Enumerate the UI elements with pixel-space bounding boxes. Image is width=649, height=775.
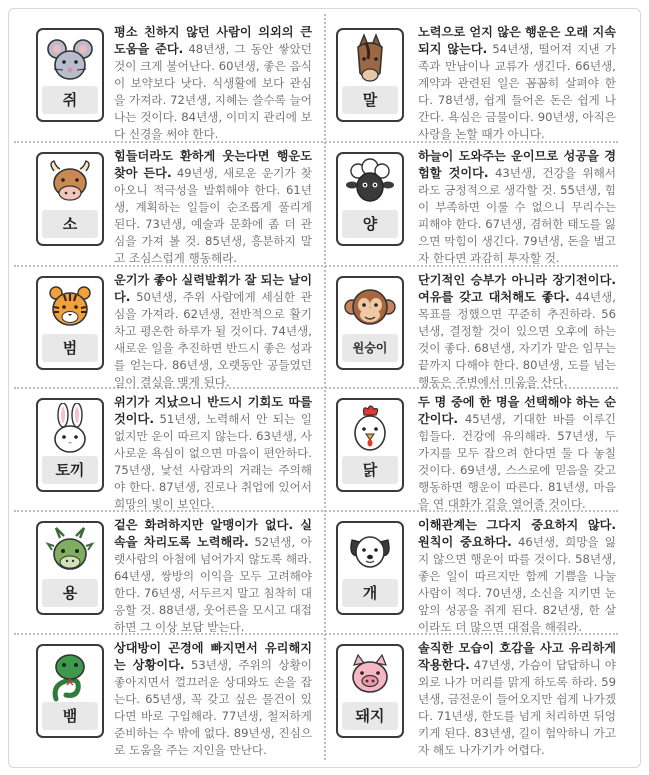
zodiac-badge [36, 398, 104, 492]
zodiac-badge [36, 28, 104, 122]
monkey-icon [344, 281, 396, 335]
rooster-icon [344, 403, 396, 457]
horse-icon [344, 33, 396, 87]
zodiac-entry-ox [36, 148, 314, 266]
fortune-text-block [418, 272, 616, 391]
zodiac-name: 말 [342, 86, 398, 114]
fortune-text-block [418, 394, 616, 513]
zodiac-entry-rat [36, 24, 314, 142]
fortune-text-block [418, 517, 616, 636]
fortune-body: 54년생, 떨어져 지낸 가족과 만남이나 교류가 생긴다. 66년생, 계약과 관련된 일은 꼼꼼히 살펴야 한다. 78년생, 쉽게 들어온 돈은 쉽게 나간다. 욕심은 금물이다. 90년생, 아직은 사랑을 논할 때가 아니다. [418, 42, 616, 141]
fortune-body: 47년생, 가슴이 답답하니 야외로 나가 머리를 맑게 하도록 하라. 59년생, 금전운이 들어오지만 쉽게 나가겠다. 71년생, 한도를 넘게 처리하면 뒤엉키게 된다. 83년생, 길이 험악하니 가고자 해도 나가기가 어렵다. [418, 658, 617, 757]
zodiac-badge [336, 28, 404, 122]
fortune-headline: 힘들더라도 환하게 웃는다면 행운도 찾아 든다. [114, 149, 312, 180]
fortune-text-block [114, 640, 312, 759]
zodiac-entry-monkey [336, 272, 618, 390]
zodiac-badge [336, 644, 404, 738]
zodiac-badge [336, 276, 404, 370]
rat-icon [44, 33, 96, 87]
fortune-headline: 하늘이 도와주는 운이므로 성공을 경험할 것이다. [418, 149, 616, 180]
fortune-headline: 운기가 좋아 실력발휘가 잘 되는 날이다. [114, 273, 312, 304]
fortune-headline: 이해관계는 그다지 중요하지 않다. 원칙이 중요하다. [418, 518, 616, 549]
fortune-headline: 상대방이 곤경에 빠지면서 유리해지는 상황이다. [114, 641, 312, 672]
zodiac-entry-dog [336, 517, 618, 635]
pig-icon [344, 649, 396, 703]
fortune-headline: 솔직한 모습이 호감을 사고 유리하게 작용한다. [418, 641, 616, 672]
fortune-text-block [114, 517, 312, 636]
fortune-text-block [418, 148, 616, 267]
zodiac-name: 소 [42, 210, 98, 238]
fortune-headline: 노력으로 얻지 않은 행운은 오래 지속되지 않는다. [418, 25, 616, 56]
zodiac-name: 토끼 [42, 456, 98, 484]
fortune-body: 44년생, 목표를 정했으면 꾸준히 추진하라. 56년생, 결정할 것이 있으면 오후에 하는 것이 좋다. 68년생, 자기가 맡은 임무는 끝까지 다해야 한다. 80년생, 도를 넘는 행동은 주변에서 미움을 산다. [418, 290, 616, 389]
fortune-text-block [418, 640, 616, 759]
zodiac-entry-rooster [336, 394, 618, 512]
fortune-text-block [418, 24, 616, 143]
zodiac-name: 쥐 [42, 86, 98, 114]
fortune-text-block [114, 272, 312, 391]
zodiac-name: 개 [342, 579, 398, 607]
zodiac-name: 뱀 [42, 702, 98, 730]
fortune-body: 45년생, 기대한 바를 이루긴 힘들다. 건강에 유의해라. 57년생, 두 가지를 모두 잡으려 한다면 둘 다 놓칠 것이다. 69년생, 스스로에 믿음을 갖고 행동하면 행운이 따른다. 81년생, 마음을 연 대화가 길을 열어줄 것이다. [418, 412, 616, 511]
sheep-icon [344, 157, 396, 211]
zodiac-badge [36, 644, 104, 738]
zodiac-badge [336, 521, 404, 615]
zodiac-name: 용 [42, 579, 98, 607]
zodiac-entry-pig [336, 640, 618, 758]
zodiac-name: 돼지 [342, 702, 398, 730]
zodiac-badge [336, 152, 404, 246]
zodiac-entry-tiger [36, 272, 314, 390]
zodiac-entry-dragon [36, 517, 314, 635]
fortune-text-block [114, 394, 312, 513]
fortune-body: 43년생, 건강을 위해서라도 긍정적으로 생각할 것. 55년생, 힘이 부족하면 이룰 수 없으니 무리수는 피해야 한다. 67년생, 겸허한 태도를 잃으면 막힘이 생긴다. 79년생, 돈을 벌고자 한다면 과감히 투자할 것. [418, 166, 616, 265]
zodiac-entry-horse [336, 24, 618, 142]
fortune-text-block [114, 24, 312, 143]
fortune-body: 53년생, 주위의 상황이 좋아지면서 껄끄러운 상대와도 손을 잡는다. 65년생, 꼭 갖고 싶은 물건이 있다면 바로 구입해라. 77년생, 철저하게 준비하는 수 밖에 없다. 89년생, 진심으로 도움을 주는 지인을 만난다. [114, 658, 312, 757]
fortune-body: 46년생, 희망을 잃지 않으면 행운이 따를 것이다. 58년생, 좋은 일이 따르지만 함께 기쁨을 나눌 사람이 적다. 70년생, 소신을 지키면 눈 앞의 성공을 쥐게 된다. 82년생, 한 살이라도 더 많으면 대접을 해줘라. [418, 535, 616, 634]
fortune-body: 52년생, 아랫사람의 아첨에 넘어가지 않도록 해라. 64년생, 쌍방의 이익을 모두 고려해야 한다. 76년생, 서두르지 말고 침착히 대응할 것. 88년생, 웃어른을 모시고 대접하면 그 이상 보답 받는다. [114, 535, 312, 634]
zodiac-badge [36, 521, 104, 615]
zodiac-entry-sheep [336, 148, 618, 266]
rabbit-icon [44, 403, 96, 457]
fortune-body: 49년생, 새로운 운기가 찾아오니 적극성을 발휘해야 한다. 61년생, 계획하는 일들이 순조롭게 풀리게 된다. 73년생, 예술과 문화에 좀 더 관심을 가져 볼 것. 85년생, 흥분하지 말고 조심스럽게 행동해라. [114, 166, 312, 265]
zodiac-entry-snake [36, 640, 314, 758]
zodiac-entry-rabbit [36, 394, 314, 512]
zodiac-name: 원숭이 [342, 334, 398, 362]
fortune-headline: 두 명 중에 한 명을 선택해야 하는 순간이다. [418, 395, 616, 426]
fortune-text-block [114, 148, 312, 267]
dragon-icon [44, 526, 96, 580]
ox-icon [44, 157, 96, 211]
fortune-headline: 평소 친하지 않던 사람이 의외의 큰 도움을 준다. [114, 25, 312, 56]
fortune-headline: 위기가 지났으니 반드시 기회도 따를 것이다. [114, 395, 312, 426]
zodiac-name: 양 [342, 210, 398, 238]
tiger-icon [44, 281, 96, 335]
zodiac-name: 범 [42, 334, 98, 362]
zodiac-badge [336, 398, 404, 492]
fortune-body: 48년생, 그 동안 쌓았던 것이 크게 불어난다. 60년생, 좋은 음식이 보약보다 낫다. 식생활에 보다 관심을 가져라. 72년생, 지혜는 쓸수록 늘어나는 것이다. 84년생, 이미지 관리에 보다 신경을 써야 한다. [114, 42, 312, 141]
fortune-body: 51년생, 노력해서 안 되는 일 없지만 운이 따르지 않는다. 63년생, 사사로운 욕심이 없으면 마음이 편안하다. 75년생, 낯선 사람과의 거래는 주의해야 한다. 87년생, 진로나 취업에 있어서 희망의 빛이 보인다. [114, 412, 312, 511]
dog-icon [344, 526, 396, 580]
zodiac-badge [36, 152, 104, 246]
snake-icon [44, 649, 96, 703]
zodiac-name: 닭 [342, 456, 398, 484]
zodiac-badge [36, 276, 104, 370]
fortune-body: 50년생, 주위 사람에게 세심한 관심을 가져라. 62년생, 전반적으로 활기차고 평온한 하루가 될 것이다. 74년생, 새로운 일을 추진하면 반드시 좋은 성과를 얻는다. 86년생, 오랫동안 공들였던 일이 결실을 맺게 된다. [114, 290, 313, 389]
fortune-headline: 겉은 화려하지만 알맹이가 없다. 실속을 차리도록 노력해라. [114, 518, 312, 549]
fortune-headline: 단기적인 승부가 아니라 장기전이다. 여유를 갖고 대처해도 좋다. [418, 273, 616, 304]
